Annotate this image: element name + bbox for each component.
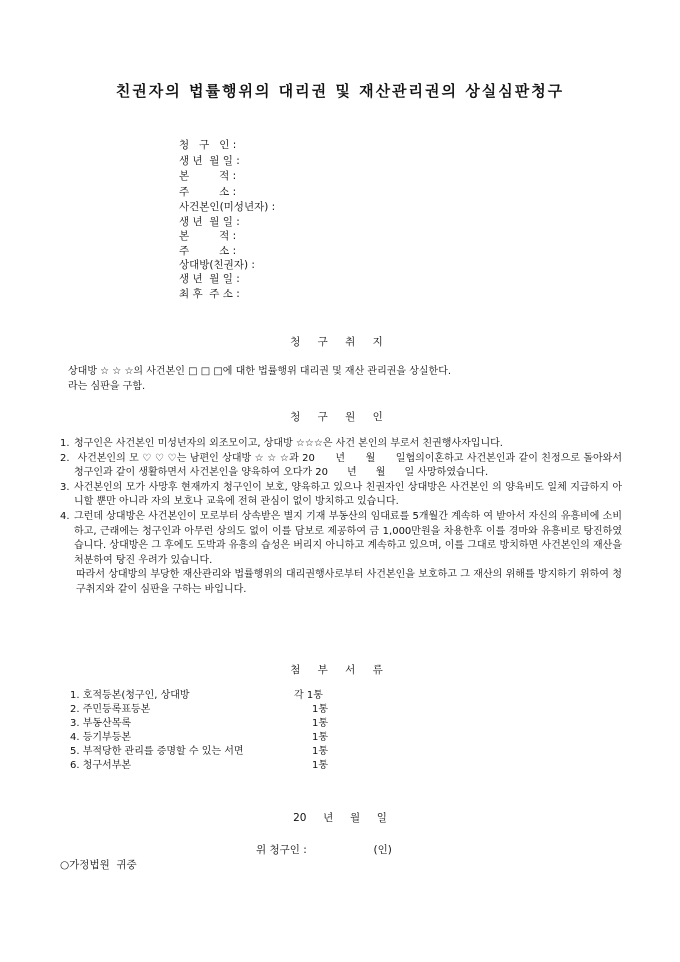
claimant-domicile-label: 본 적 :	[179, 170, 237, 183]
attachment-qty: 각 1통	[294, 690, 323, 701]
attachment-label: 4. 등기부등본	[70, 732, 132, 743]
attachment-label: 5. 부적당한 관리를 증명할 수 있는 서면	[70, 746, 244, 757]
attachment-label: 2. 주민등록표등본	[70, 704, 151, 715]
party-info	[179, 138, 275, 301]
reason-text: 그런데 상대방은 사건본인이 모로부터 상속받은 별지 기재 부동산의 임대료를 5개월간 계속하 여 받아서 자신의 유흥비에 소비하고, 근래에는 청구인과 아무런 상의도 없이 이를 담보로 제공하여 금 1,000만원을 차용한후 이를 경마와 유흥비로 탕진하였습니다. 상대방은 그 후에도 도박과 유흥의 습성은 버리지 아니하고 계속하고 있으며, 이를 그대로 방치하면 사건본인의 재산을 처분하여 탕진 우려가 있습니다.	[74, 510, 622, 566]
attachments-heading: 첨 부 서 류	[290, 664, 390, 676]
minor-address-label: 주 소 :	[179, 244, 237, 257]
claimant-birthdate-label: 생 년 월 일 :	[179, 154, 240, 167]
reason-item	[60, 481, 622, 510]
reason-text: 사건본인의 모가 사망후 현재까지 청구인이 보호, 양육하고 있으나 친권자인 상대방은 사건본인 의 양육비도 일체 지급하지 아니할 뿐만 아니라 자의 보호나 교육에 전혀 관심이 없이 방치하고 있습니다.	[74, 481, 622, 508]
claimant-label: 청 구 인 :	[179, 139, 237, 151]
purpose-text: 상대방 ☆ ☆ ☆의 사건본인 □ □ □에 대한 법률행위 대리권 및 재산 관리권을 상실한다.	[68, 366, 452, 377]
attachments-list	[70, 689, 370, 773]
minor-label: 사건본인(미성년자) :	[179, 201, 276, 214]
purpose-text-2: 라는 심판을 구함.	[68, 381, 146, 392]
attachment-label: 1. 호적등본(청구인, 상대방	[70, 690, 190, 701]
attachment-qty: 1통	[312, 760, 329, 771]
reason-number: 1.	[60, 438, 70, 449]
minor-domicile-label: 본 적 :	[179, 230, 237, 243]
attachment-item	[70, 717, 370, 731]
minor-birthdate-label: 생 년 월 일 :	[179, 215, 240, 228]
reasons-closing: 따라서 상대방의 부당한 재산관리와 법률행위의 대리권행사로부터 사건본인을 보호하고 그 재산의 위해를 방지하기 위하여 청구취지와 같이 심판을 구하는 바입니다.	[76, 569, 622, 595]
attachment-qty: 1통	[312, 704, 329, 715]
reason-number: 3.	[60, 481, 70, 493]
reason-number: 4.	[60, 510, 70, 522]
respondent-birthdate-label: 생 년 월 일 :	[179, 273, 240, 286]
reason-item	[60, 452, 626, 481]
court-addressee: ○가정법원 귀중	[60, 859, 137, 871]
attachment-qty: 1통	[312, 746, 329, 757]
signature-line: 위 청구인 : (인)	[256, 844, 392, 856]
purpose-heading: 청 구 취 지	[290, 336, 390, 348]
reasons-heading: 청 구 원 인	[290, 411, 390, 423]
attachment-qty: 1통	[312, 718, 329, 729]
attachment-qty: 1통	[312, 732, 329, 743]
attachment-item	[70, 703, 370, 717]
attachment-item	[70, 759, 370, 773]
attachment-item	[70, 731, 370, 745]
attachment-item	[70, 745, 370, 759]
reason-text: 사건본인의 모 ♡ ♡ ♡는 남편인 상대방 ☆ ☆ ☆과 20 년 월 일협의이혼하고 사건본인과 같이 친정으로 돌아와서 청구인과 같이 생활하면서 사건본인을 양육하여 오다가 20 년 월 일 사망하였습니다.	[74, 452, 626, 479]
document-title: 친권자의 법률행위의 대리권 및 재산관리권의 상실심판청구	[115, 82, 565, 100]
attachment-item	[70, 689, 370, 703]
reason-text: 청구인은 사건본인 미성년자의 외조모이고, 상대방 ☆☆☆은 사건 본인의 부로서 친권행사자입니다.	[74, 438, 503, 449]
claimant-address-label: 주 소 :	[179, 185, 237, 198]
attachment-label: 6. 청구서부본	[70, 760, 132, 771]
reason-item	[60, 437, 622, 452]
filing-date: 20 년 월 일	[293, 812, 387, 824]
reason-number: 2.	[60, 452, 70, 464]
reasons-list	[60, 437, 626, 598]
respondent-label: 상대방(친권자) :	[179, 258, 255, 271]
reason-item	[60, 510, 622, 568]
attachment-label: 3. 부동산목록	[70, 718, 132, 729]
respondent-last-address-label: 최 후 주 소 :	[179, 287, 240, 300]
